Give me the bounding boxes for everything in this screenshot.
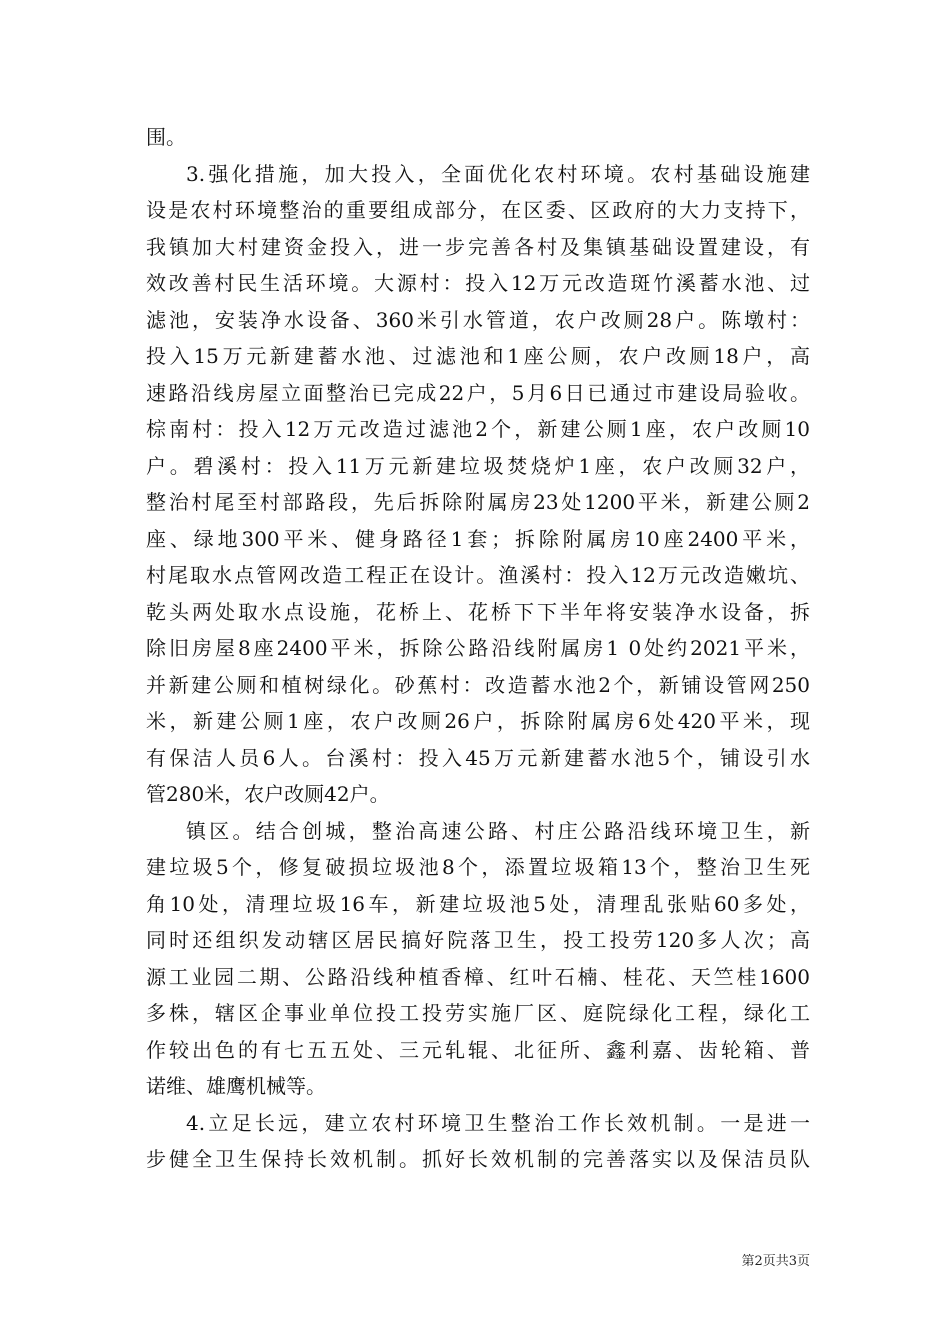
text-line: 4.立足长远，建立农村环境卫生整治工作长效机制。一是进一 (186, 1110, 810, 1135)
text-line: 多株，辖区企事业单位投工投劳实施厂区、庭院绿化工程，绿化工 (146, 1001, 810, 1025)
text-line: 除旧房屋8座2400平米，拆除公路沿线附属房1 0处约2021平米， (146, 636, 810, 660)
text-line: 投入15万元新建蓄水池、过滤池和1座公厕，农户改厕18户，高 (146, 344, 810, 368)
text-line: 设是农村环境整治的重要组成部分，在区委、区政府的大力支持下， (146, 198, 810, 222)
text-line: 镇区。结合创城，整治高速公路、村庄公路沿线环境卫生，新 (186, 818, 810, 843)
text-line: 有保洁人员6人。台溪村：投入45万元新建蓄水池5个，铺设引水 (146, 745, 810, 770)
text-line: 滤池，安装净水设备、360米引水管道，农户改厕28户。陈墩村： (146, 307, 810, 332)
text-line: 米，新建公厕1座，农户改厕26户，拆除附属房6处420平米，现 (146, 709, 810, 733)
text-line: 作较出色的有七五五处、三元轧辊、北征所、鑫利嘉、齿轮箱、普 (146, 1037, 810, 1062)
text-line: 并新建公厕和植树绿化。砂蕉村：改造蓄水池2个，新铺设管网250 (146, 672, 810, 697)
text-line: 户。碧溪村：投入11万元新建垃圾焚烧炉1座，农户改厕32户， (146, 453, 810, 478)
document-body (146, 119, 810, 1178)
text-line: 3.强化措施，加大投入，全面优化农村环境。农村基础设施建 (186, 161, 810, 186)
text-line: 我镇加大村建资金投入，进一步完善各村及集镇基础设置建设，有 (146, 234, 810, 259)
text-line: 源工业园二期、公路沿线种植香樟、红叶石楠、桂花、天竺桂1600 (146, 964, 810, 989)
text-line: 管280米，农户改厕42户。 (146, 782, 390, 806)
text-line: 棕南村：投入12万元改造过滤池2个，新建公厕1座，农户改厕10 (146, 417, 810, 441)
text-line: 建垃圾5个，修复破损垃圾池8个，添置垃圾箱13个，整治卫生死 (146, 855, 810, 879)
text-line: 乾头两处取水点设施，花桥上、花桥下下半年将安装净水设备，拆 (146, 599, 810, 624)
text-line: 座、绿地300平米、健身路径1套；拆除附属房10座2400平米， (146, 526, 810, 551)
text-line: 角10处，清理垃圾16车，新建垃圾池5处，清理乱张贴60多处， (146, 891, 810, 916)
text-line: 步健全卫生保持长效机制。抓好长效机制的完善落实以及保洁员队 (146, 1147, 810, 1171)
text-line: 整治村尾至村部路段，先后拆除附属房23处1200平米，新建公厕2 (146, 490, 810, 514)
text-line: 围。 (146, 125, 186, 149)
page-number: 第2页共3页 (741, 1254, 810, 1269)
text-line: 效改善村民生活环境。大源村：投入12万元改造斑竹溪蓄水池、过 (146, 271, 810, 295)
text-line: 速路沿线房屋立面整治已完成22户，5月6日已通过市建设局验收。 (146, 380, 810, 405)
text-line: 同时还组织发动辖区居民搞好院落卫生，投工投劳120多人次；高 (146, 928, 810, 952)
text-line: 诺维、雄鹰机械等。 (146, 1074, 326, 1098)
text-line: 村尾取水点管网改造工程正在设计。渔溪村：投入12万元改造嫩坑、 (146, 563, 810, 587)
